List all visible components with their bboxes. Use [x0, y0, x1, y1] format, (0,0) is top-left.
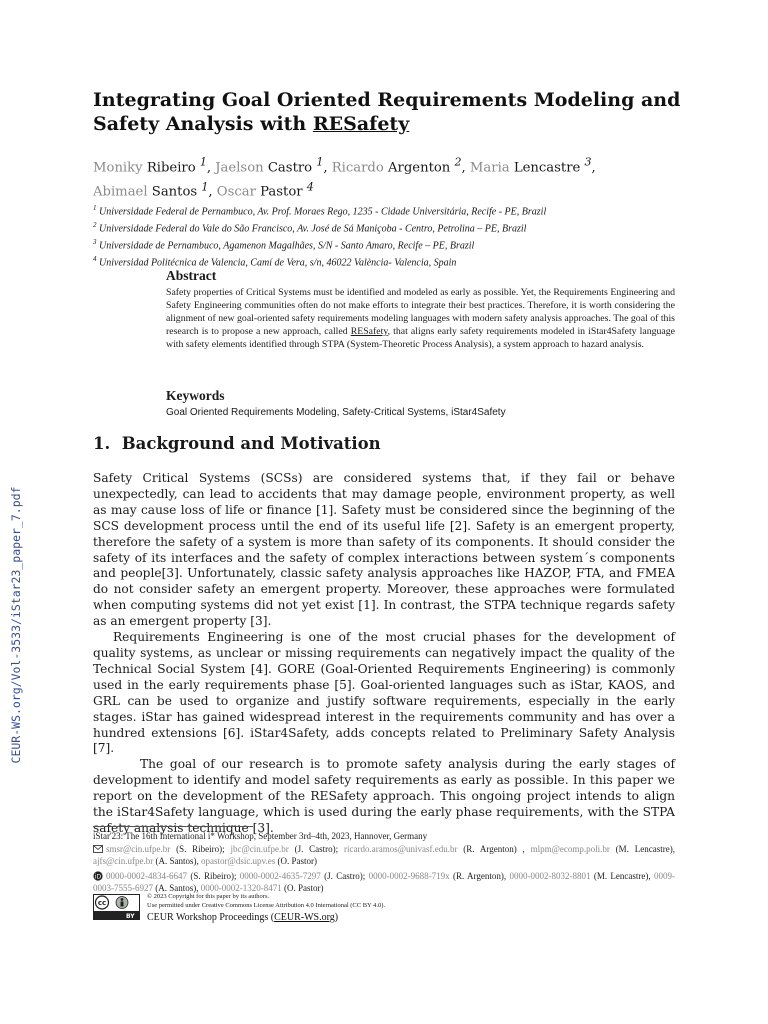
affiliation-number: 3	[93, 237, 97, 246]
author-first-name: Maria	[469, 160, 510, 176]
email-owner: (M. Lencastre),	[609, 844, 675, 854]
ceur-link[interactable]: CEUR-WS.org	[274, 912, 335, 923]
orcid-id[interactable]: 0009-0003-7555-6927	[93, 871, 675, 893]
author-last-name: Castro	[267, 160, 313, 176]
email-owner: (R. Argenton) ,	[457, 844, 531, 854]
cc-badge-text: cc	[97, 899, 107, 907]
footnote-emails	[93, 843, 675, 867]
abstract-text	[166, 286, 675, 351]
author-last-name: Argenton	[388, 160, 451, 176]
affiliation-item	[93, 202, 713, 219]
abstract-text-part: , that aligns early safety requirements modeled in iStar4Safety language with safety elements identified through STPA (System-Theoretic Process Analysis), a system approach to hazard analysis.	[166, 326, 676, 350]
email-address[interactable]: ricardo.aramos@univasf.edu.br	[343, 844, 458, 854]
orcid-owner: (J. Castro);	[320, 871, 369, 881]
license-line: Use permitted under Creative Commons License Attribution 4.0 International (CC BY 4.0).	[147, 901, 386, 909]
author-last-name: Pastor	[260, 184, 303, 200]
copyright-notice	[147, 893, 385, 910]
paper-title	[93, 88, 693, 136]
affiliation-number: 2	[93, 220, 97, 229]
paragraph: Safety Critical Systems (SCSs) are considered systems that, if they fail or behave unexpectedly, can lead to accidents that may damage people, environment property, as well as may cause loss of life or finance [1]. Safety must be considered since the beginning of the SCS development process until the end of its useful life [2]. Safety is an emergent property, therefore the safety of a system is more than safety of its components. It should consider the safety of its interfaces and the safety of complex interactions between system´s components and people[3]. Unfortunately, classic safety analysis approaches like HAZOP, FTA, and FMEA do not consider safety an emergent property. Moreover, these approaches were formulated when computing systems did not yet exist [1]. In contrast, the STPA technique regards safety as an emergent property [3].	[93, 471, 675, 629]
envelope-icon	[93, 844, 103, 854]
footnote-rule	[93, 826, 253, 827]
ceur-proceedings-line	[147, 912, 338, 923]
orcid-owner: (S. Ribeiro);	[187, 871, 240, 881]
email-owner: (O. Pastor)	[275, 856, 317, 866]
section-number: 1.	[93, 434, 111, 453]
affiliation-text: Universidade Federal de Pernambuco, Av. Prof. Moraes Rego, 1235 - Cidade Universitária, Recife - PE, Brazil	[99, 206, 547, 218]
affiliation-item	[93, 236, 713, 253]
footnote-orcids	[93, 870, 675, 894]
affiliation-text: Universidade de Pernambuco, Agamenon Magalhães, S/N - Santo Amaro, Recife – PE, Brazil	[99, 240, 475, 252]
paragraph: Requirements Engineering is one of the most crucial phases for the development of quality systems, as unclear or missing requirements can negatively impact the quality of the Technical Social System [4]. GORE (Goal-Oriented Requirements Engineering) is commonly used in the early requirements phase [5]. Goal-oriented languages such as iStar, KAOS, and GRL can be used to organize and justify software requirements, especially in the early stages. iStar has gained widespread interest in the requirements community and has over a hundred extensions [6]. iStar4Safety, adds concepts related to Preliminary Safety Analysis [7].	[93, 630, 675, 756]
author-affil-mark: 1	[201, 180, 209, 194]
author-line-2	[93, 177, 693, 201]
title-approach-name: RESafety	[312, 113, 410, 135]
arxiv-style-sidebar-link[interactable]	[5, 480, 27, 770]
author-first-name: Ricardo	[331, 160, 384, 176]
orcid-id[interactable]: 0000-0002-4635-7297	[239, 871, 321, 881]
author-line-1	[93, 153, 693, 177]
keywords-text: Goal Oriented Requirements Modeling, Safety-Critical Systems, iStar4Safety	[166, 407, 506, 418]
orcid-owner: (R. Argenton),	[449, 871, 510, 881]
abstract-block	[166, 268, 675, 351]
ceur-text: CEUR Workshop Proceedings (	[147, 912, 275, 923]
orcid-id[interactable]: 0000-0002-8032-8801	[509, 871, 591, 881]
affiliation-item	[93, 219, 713, 236]
orcid-owner: (M. Lencastre),	[590, 871, 654, 881]
email-owner: (J. Castro);	[288, 844, 344, 854]
orcid-id[interactable]: 0000-0002-4834-6647	[106, 871, 187, 881]
footnote-workshop: iStar'23: The 16th International i* Workshop, September 3rd–4th, 2023, Hannover, Germany	[93, 831, 428, 841]
author-affil-mark: 3	[584, 156, 592, 169]
sidebar-url[interactable]: CEUR-WS.org/Vol-3533/iStar23_paper_7.pdf	[9, 486, 23, 764]
email-address[interactable]: smsr@cin.ufpe.br	[106, 844, 171, 854]
section-heading	[93, 434, 381, 453]
author-sep: ,	[591, 160, 596, 176]
orcid-icon	[93, 871, 103, 881]
title-line-2-text: Safety Analysis with	[93, 113, 313, 135]
keywords-block	[166, 388, 675, 419]
cc-by-text: BY	[126, 913, 135, 920]
orcid-id[interactable]: 0000-0002-9688-719x	[368, 871, 450, 881]
author-sep: ,	[461, 160, 470, 176]
author-sep: ,	[323, 160, 332, 176]
abstract-text-part: Safety properties of Critical Systems must be identified and modeled as early as possible. Yet, the Requirements Engineering and Safety Engineering communities often do not make efforts to integrate their best practices. Therefore, it is worth considering the alignment of new goal-oriented safety requirements modeling languages with modern safety analysis approaches. The goal of this research is to propose a new approach, called	[166, 287, 675, 337]
author-last-name: Santos	[151, 184, 198, 200]
email-owner: (S. Ribeiro);	[170, 844, 231, 854]
author-first-name: Abimael	[93, 184, 148, 200]
author-affil-mark: 4	[306, 180, 314, 194]
affiliation-number: 4	[93, 254, 97, 263]
email-address[interactable]: jbc@cin.ufpe.br	[230, 844, 289, 854]
affiliation-text: Universidad Politécnica de Valencia, Camí de Vera, s/n, 46022 València- Valencia, Spain	[99, 257, 457, 269]
affiliation-number: 1	[93, 204, 97, 212]
author-sep: ,	[206, 160, 216, 176]
orcid-owner: (A. Santos),	[153, 883, 201, 893]
author-first-name: Jaelson	[215, 160, 264, 176]
keywords-heading: Keywords	[166, 388, 225, 403]
copyright-line: © 2023 Copyright for this paper by its authors.	[147, 893, 270, 900]
author-affil-mark: 1	[199, 156, 207, 169]
email-address[interactable]: ajfs@cin.ufpe.br	[93, 856, 154, 866]
author-sep: ,	[208, 184, 217, 200]
affiliation-list	[93, 202, 713, 270]
email-address[interactable]: mlpm@ecomp.poli.br	[530, 844, 610, 854]
paragraph: The goal of our research is to promote safety analysis during the early stages of development to identify and model safety requirements as early as possible. In this paper we report on the development of the RESafety approach. This ongoing project intends to align the iStar4Safety language, which is used during the early phase requirements, with the STPA safety analysis technique [3].	[93, 757, 675, 835]
email-address[interactable]: opastor@dsic.upv.es	[201, 856, 276, 866]
section-title: Background and Motivation	[121, 434, 381, 453]
title-line-2	[93, 112, 693, 136]
orcid-id[interactable]: 0000-0002-1320-8471	[200, 883, 282, 893]
author-affil-mark: 2	[454, 156, 462, 169]
abstract-approach-name: RESafety	[350, 326, 388, 337]
svg-text:iD: iD	[94, 873, 102, 881]
cc-by-license-icon[interactable]	[93, 894, 140, 920]
body-text	[93, 471, 675, 837]
orcid-owner: (O. Pastor)	[281, 883, 324, 893]
author-last-name: Lencastre	[513, 160, 581, 176]
affiliation-text: Universidade Federal do Vale do São Francisco, Av. José de Sá Maniçoba - Centro, Petrolina – PE, Brazil	[99, 223, 527, 235]
author-last-name: Ribeiro	[146, 160, 196, 176]
abstract-heading: Abstract	[166, 268, 217, 283]
email-owner: (A. Santos),	[153, 856, 202, 866]
title-line-1: Integrating Goal Oriented Requirements Modeling and	[93, 89, 681, 111]
author-affil-mark: 1	[316, 156, 324, 169]
author-first-name: Oscar	[216, 184, 256, 200]
author-first-name: Moniky	[93, 160, 143, 176]
author-list	[93, 153, 693, 202]
ceur-suffix: )	[334, 912, 339, 923]
